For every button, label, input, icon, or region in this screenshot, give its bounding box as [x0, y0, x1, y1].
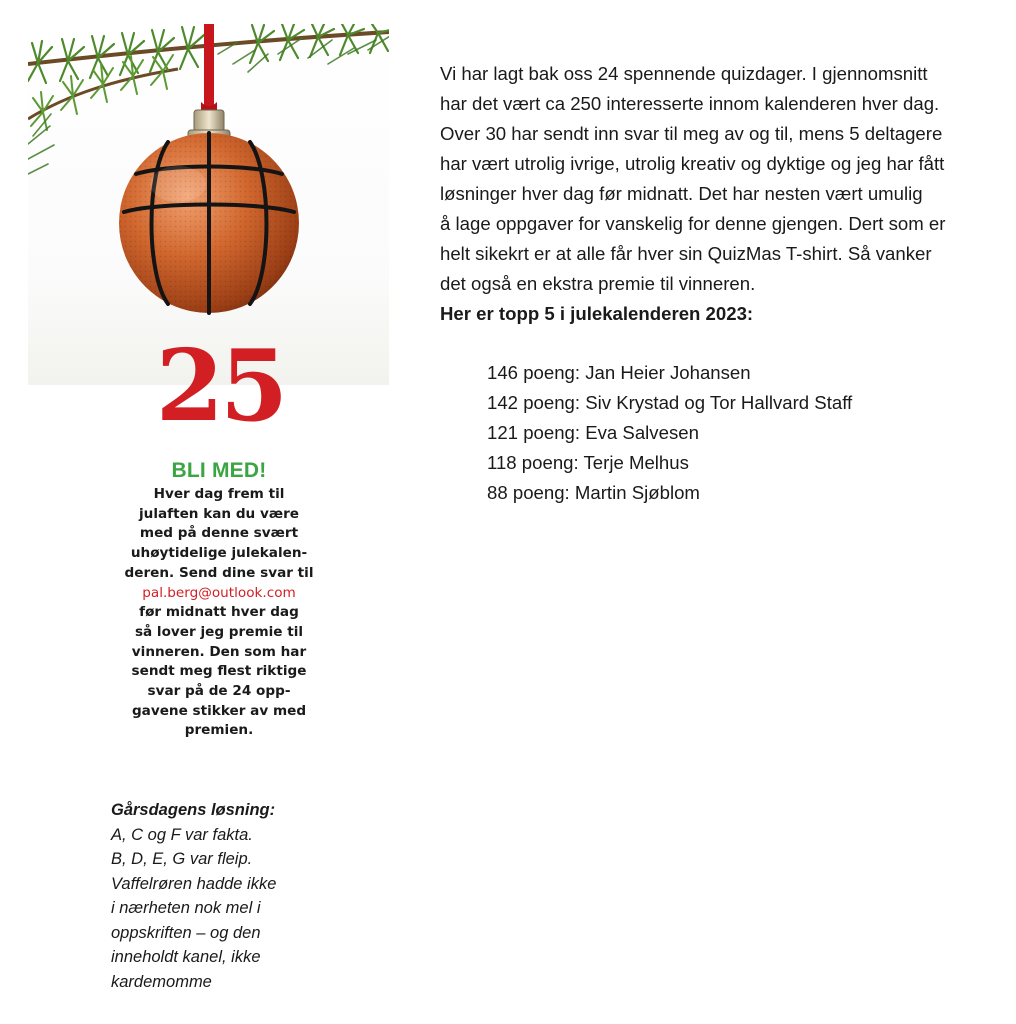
- answer-line: kardemomme: [111, 972, 212, 991]
- invitation-line: vinneren. Den som har: [131, 643, 307, 660]
- main-paragraph: [440, 59, 1000, 329]
- answer-title: Gårsdagens løsning:: [111, 801, 276, 819]
- email-link[interactable]: pal.berg@outlook.com: [142, 584, 296, 601]
- invitation-line: svar på de 24 opp-: [147, 683, 291, 700]
- answer-line: A, C og F var fakta.: [111, 825, 253, 844]
- basketball-ornament-icon: [119, 133, 299, 313]
- invitation-line: så lover jeg premie til: [134, 623, 304, 640]
- invitation-box: [112, 460, 326, 741]
- paragraph-line: å lage oppgaver for vanskelig for denne gjengen. Dert som er: [440, 213, 946, 234]
- invitation-line: julaften kan du være: [138, 505, 299, 522]
- leaderboard-row: 121 poeng: Eva Salvesen: [487, 422, 699, 443]
- paragraph-line: Over 30 har sendt inn svar til meg av og til, mens 5 deltagere: [440, 123, 943, 144]
- yesterdays-answer: [111, 798, 371, 994]
- invitation-line: premien.: [184, 722, 254, 739]
- leaderboard-title: Her er topp 5 i julekalenderen 2023:: [440, 303, 754, 324]
- paragraph-line: har vært utrolig ivrige, utrolig kreativ og dyktige og jeg har fått: [440, 153, 945, 174]
- answer-line: inneholdt kanel, ikke: [111, 948, 261, 966]
- leaderboard-row: 142 poeng: Siv Krystad og Tor Hallvard Staff: [487, 392, 853, 413]
- invitation-heading: BLI MED!: [171, 459, 267, 482]
- day-number: 25: [155, 329, 285, 444]
- invitation-line: med på denne svært: [139, 525, 299, 542]
- invitation-line: sendt meg flest riktige: [131, 663, 307, 680]
- invitation-body: [112, 485, 326, 741]
- paragraph-line: helt sikekrt er at alle får hver sin QuizMas T-shirt. Så vanker: [440, 243, 932, 264]
- leaderboard-list: [487, 358, 967, 508]
- invitation-line: deren. Send dine svar til: [124, 564, 314, 581]
- invitation-line: gavene stikker av med: [131, 702, 307, 719]
- ribbon: [204, 24, 214, 106]
- invitation-line: Hver dag frem til: [153, 486, 285, 502]
- answer-line: i nærheten nok mel i: [111, 899, 261, 917]
- answer-line: Vaffelrøren hadde ikke: [111, 874, 277, 893]
- paragraph-line: det også en ekstra premie til vinneren.: [440, 273, 756, 294]
- paragraph-line: har det vært ca 250 interesserte innom kalenderen hver dag.: [440, 93, 940, 114]
- answer-line: oppskriften – og den: [111, 923, 261, 942]
- invitation-line: uhøytidelige julekalen-: [130, 545, 308, 562]
- invitation-line: før midnatt hver dag: [139, 604, 299, 621]
- paragraph-line: løsninger hver dag før midnatt. Det har nesten vært umulig: [440, 183, 923, 204]
- paragraph-line: Vi har lagt bak oss 24 spennende quizdager. I gjennomsnitt: [440, 63, 928, 84]
- answer-line: B, D, E, G var fleip.: [111, 850, 253, 868]
- leaderboard-row: 118 poeng: Terje Melhus: [487, 452, 689, 473]
- leaderboard-row: 146 poeng: Jan Heier Johansen: [487, 362, 751, 383]
- leaderboard-row: 88 poeng: Martin Sjøblom: [487, 482, 700, 503]
